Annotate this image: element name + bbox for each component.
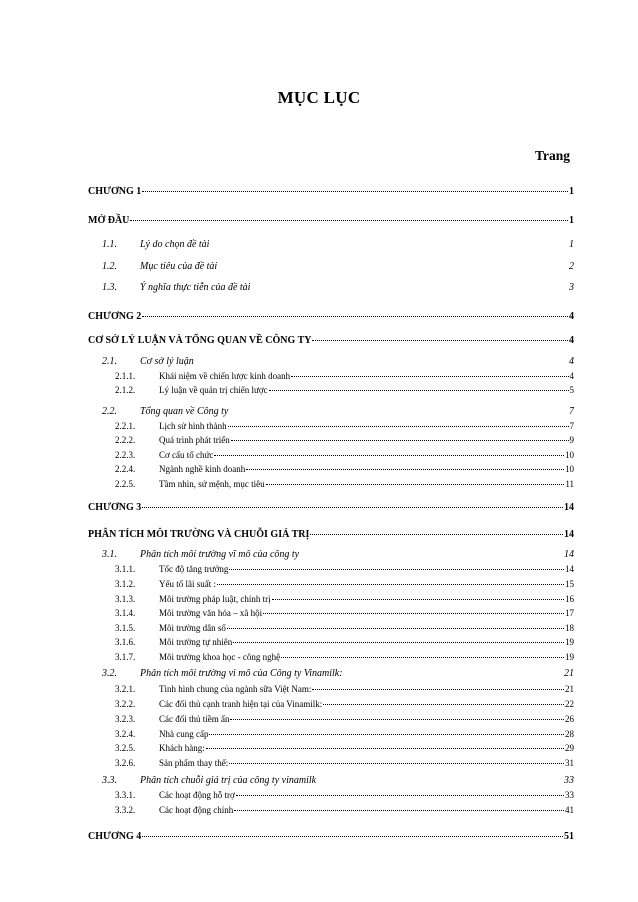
toc-entry-title: Lý do chọn đề tài	[140, 239, 210, 250]
toc-entry[interactable]	[102, 261, 574, 272]
toc-entry-title: Các đối thủ cạnh tranh hiện tại của Vinamilk:	[159, 699, 323, 709]
toc-entry-title: Phân tích chuỗi giá trị của công ty vinamilk	[140, 775, 317, 786]
toc-entry-title: Tình hình chung của ngành sữa Việt Nam:	[159, 684, 312, 694]
toc-entry-title: Môi trường pháp luật, chính trị	[159, 594, 271, 604]
dot-leader	[281, 657, 564, 658]
toc-entry-page: 31	[565, 758, 574, 768]
toc-entry-title: Môi trường văn hóa – xã hội	[159, 608, 263, 618]
toc-entry-page: 14	[564, 549, 574, 560]
toc-entry-page: 33	[564, 775, 574, 786]
toc-entry[interactable]	[88, 311, 574, 322]
toc-entry[interactable]	[115, 699, 574, 709]
toc-entry-number: 3.1.	[102, 549, 117, 560]
toc-entry[interactable]	[102, 775, 574, 786]
toc-entry-title: Môi trường dân số	[159, 623, 226, 633]
toc-entry-title: PHÂN TÍCH MÔI TRƯỜNG VÀ CHUỖI GIÁ TRỊ	[88, 529, 310, 540]
toc-entry-number: 2.2.3.	[115, 450, 136, 460]
toc-entry[interactable]	[102, 239, 574, 250]
dot-leader	[310, 534, 563, 535]
toc-entry-page: 4	[569, 311, 574, 322]
dot-leader	[272, 599, 564, 600]
toc-entry-page: 33	[565, 790, 574, 800]
toc-entry-number: 3.1.2.	[115, 579, 136, 589]
toc-entry-page: 28	[565, 729, 574, 739]
toc-entry-title: Tầm nhìn, sứ mệnh, mục tiêu	[159, 479, 265, 489]
dot-leader	[214, 455, 564, 456]
toc-entry-title: Tốc độ tăng trưởng	[159, 564, 229, 574]
toc-entry-page: 26	[565, 714, 574, 724]
toc-entry-number: 3.1.6.	[115, 637, 136, 647]
toc-entry-number: 2.2.4.	[115, 464, 136, 474]
toc-entry-title: CHƯƠNG 3	[88, 502, 142, 513]
toc-entry-title: CHƯƠNG 4	[88, 831, 142, 842]
toc-entry-number: 3.3.	[102, 775, 117, 786]
toc-entry-number: 1.2.	[102, 261, 117, 272]
toc-entry-page: 51	[564, 831, 574, 842]
toc-entry-page: 17	[565, 608, 574, 618]
toc-entry[interactable]	[115, 684, 574, 694]
toc-entry-page: 1	[569, 215, 574, 226]
dot-leader	[291, 376, 568, 377]
toc-entry-title: Phân tích môi trường vi mô của Công ty Vinamilk:	[140, 668, 343, 679]
toc-entry-title: Các đối thủ tiềm ẩn	[159, 714, 230, 724]
toc-entry-number: 1.3.	[102, 282, 117, 293]
toc-entry-title: Các hoạt động chính	[159, 805, 234, 815]
toc-entry-page: 1	[569, 186, 574, 197]
dot-leader	[217, 584, 564, 585]
dot-leader	[229, 569, 564, 570]
toc-entry[interactable]	[88, 502, 574, 513]
toc-entry-number: 3.1.4.	[115, 608, 136, 618]
toc-entry-number: 3.1.3.	[115, 594, 136, 604]
toc-entry-number: 2.2.2.	[115, 435, 136, 445]
toc-entry[interactable]	[115, 464, 574, 474]
toc-entry-page: 4	[569, 371, 574, 381]
toc-entry-title: Cơ sở lý luận	[140, 356, 194, 367]
toc-entry[interactable]	[115, 564, 574, 574]
toc-entry-title: Yếu tố lãi suất :	[159, 579, 216, 589]
toc-entry-page: 22	[565, 699, 574, 709]
toc-entry[interactable]	[115, 805, 574, 815]
dot-leader	[234, 810, 564, 811]
toc-entry-title: Khách hàng:	[159, 743, 205, 753]
toc-entry-page: 16	[565, 594, 574, 604]
toc-entry-number: 2.2.5.	[115, 479, 136, 489]
toc-entry-number: 3.2.5.	[115, 743, 136, 753]
toc-entry-title: Khái niệm về chiến lược kinh doanh	[159, 371, 291, 381]
toc-entry-number: 2.2.	[102, 406, 117, 417]
toc-entry-number: 2.2.1.	[115, 421, 136, 431]
toc-entry[interactable]	[115, 743, 574, 753]
toc-entry-page: 41	[565, 805, 574, 815]
toc-entry-page: 7	[569, 421, 574, 431]
toc-entry[interactable]	[88, 335, 574, 346]
toc-entry-title: Môi trường tự nhiên	[159, 637, 233, 647]
toc-entry-page: 21	[565, 684, 574, 694]
toc-entry-number: 3.2.1.	[115, 684, 136, 694]
toc-entry[interactable]	[102, 282, 574, 293]
toc-entry-title: MỞ ĐẦU	[88, 215, 130, 226]
toc-entry[interactable]	[115, 421, 574, 431]
toc-entry[interactable]	[88, 215, 574, 226]
toc-entry-page: 19	[565, 637, 574, 647]
toc-entry[interactable]	[115, 729, 574, 739]
toc-entry-title: Lý luận về quản trị chiến lược	[159, 385, 268, 395]
dot-leader	[209, 734, 564, 735]
toc-entry[interactable]	[115, 637, 574, 647]
toc-entry-page: 29	[565, 743, 574, 753]
dot-leader	[266, 484, 565, 485]
toc-entry-page: 14	[564, 529, 574, 540]
toc-entry-title: Cơ cấu tổ chức	[159, 450, 214, 460]
toc-entry[interactable]	[102, 668, 574, 679]
dot-leader	[142, 836, 563, 837]
toc-entry-title: Phân tích môi trường vĩ mô của công ty	[140, 549, 300, 560]
toc-entry-number: 3.2.	[102, 668, 117, 679]
toc-entry[interactable]	[115, 594, 574, 604]
toc-entry[interactable]	[115, 758, 574, 768]
page-column-header: Trang	[534, 148, 570, 163]
dot-leader	[312, 340, 568, 341]
toc-entry-page: 1	[569, 239, 574, 250]
toc-entry-title: CHƯƠNG 2	[88, 311, 142, 322]
page-title: MỤC LỤC	[277, 88, 361, 107]
toc-entry-title: Lịch sử hình thành	[159, 421, 227, 431]
toc-entry-number: 2.1.2.	[115, 385, 136, 395]
toc-entry[interactable]	[115, 652, 574, 662]
dot-leader	[263, 613, 564, 614]
toc-entry-page: 7	[569, 406, 574, 417]
dot-leader	[227, 628, 564, 629]
toc-entry-page: 19	[565, 652, 574, 662]
toc-entry-page: 3	[569, 282, 574, 293]
toc-entry-page: 4	[569, 335, 574, 346]
toc-entry-title: CƠ SỞ LÝ LUẬN VÀ TỔNG QUAN VỀ CÔNG TY	[88, 335, 312, 346]
toc-entry-page: 5	[569, 385, 574, 395]
dot-leader	[142, 191, 568, 192]
toc-entry[interactable]	[88, 831, 574, 842]
toc-entry-page: 9	[569, 435, 574, 445]
toc-entry-page: 4	[569, 356, 574, 367]
toc-entry-title: CHƯƠNG 1	[88, 186, 142, 197]
toc-entry-number: 3.3.1.	[115, 790, 136, 800]
dot-leader	[130, 220, 568, 221]
toc-entry-title: Mục tiêu của đề tài	[140, 261, 218, 272]
dot-leader	[230, 719, 564, 720]
toc-entry[interactable]	[88, 186, 574, 197]
toc-entry[interactable]	[102, 549, 574, 560]
toc-entry-number: 3.2.4.	[115, 729, 136, 739]
dot-leader	[206, 748, 564, 749]
toc-entry-title: Môi trường khoa học - công nghệ	[159, 652, 281, 662]
toc-entry-number: 3.2.2.	[115, 699, 136, 709]
toc-entry-title: Sản phẩm thay thế:	[159, 758, 229, 768]
toc-entry-number: 1.1.	[102, 239, 117, 250]
dot-leader	[269, 390, 569, 391]
toc-entry-number: 3.3.2.	[115, 805, 136, 815]
toc-entry[interactable]	[102, 406, 574, 417]
toc-entry-number: 2.1.	[102, 356, 117, 367]
toc-entry-number: 3.1.1.	[115, 564, 136, 574]
toc-entry[interactable]	[115, 385, 574, 395]
toc-entry-page: 15	[565, 579, 574, 589]
toc-entry-page: 21	[564, 668, 574, 679]
toc-entry-page: 10	[565, 450, 574, 460]
toc-entry-title: Các hoạt động hỗ trợ	[159, 790, 235, 800]
dot-leader	[323, 704, 564, 705]
dot-leader	[246, 469, 564, 470]
dot-leader	[231, 440, 569, 441]
toc-entry-number: 2.1.1.	[115, 371, 136, 381]
toc-entry-page: 11	[565, 479, 574, 489]
toc-entry-page: 14	[565, 564, 574, 574]
toc-entry[interactable]	[102, 356, 574, 367]
toc-entry-page: 10	[565, 464, 574, 474]
dot-leader	[236, 795, 564, 796]
toc-entry-page: 18	[565, 623, 574, 633]
toc-entry-number: 3.2.3.	[115, 714, 136, 724]
toc-entry-page: 14	[564, 502, 574, 513]
toc-entry[interactable]	[115, 579, 574, 589]
toc-entry[interactable]	[115, 790, 574, 800]
toc-entry-title: Tổng quan về Công ty	[140, 406, 229, 417]
toc-entry[interactable]	[115, 714, 574, 724]
toc-entry[interactable]	[115, 608, 574, 618]
toc-entry-number: 3.1.5.	[115, 623, 136, 633]
dot-leader	[312, 689, 564, 690]
toc-entry-title: Ngành nghề kinh doanh	[159, 464, 246, 474]
toc-entry-title: Quá trình phát triển	[159, 435, 230, 445]
dot-leader	[229, 763, 564, 764]
toc-entry-title: Ý nghĩa thực tiễn của đề tài	[140, 282, 251, 293]
toc-entry[interactable]	[88, 529, 574, 540]
toc-entry-page: 2	[569, 261, 574, 272]
toc-entry-number: 3.2.6.	[115, 758, 136, 768]
dot-leader	[228, 426, 569, 427]
dot-leader	[233, 642, 564, 643]
toc-entry[interactable]	[115, 371, 574, 381]
dot-leader	[142, 316, 568, 317]
toc-entry[interactable]	[115, 623, 574, 633]
dot-leader	[142, 507, 563, 508]
toc-entry-number: 3.1.7.	[115, 652, 136, 662]
toc-entry[interactable]	[115, 435, 574, 445]
toc-entry-title: Nhà cung cấp	[159, 729, 209, 739]
toc-entry[interactable]	[115, 479, 574, 489]
toc-entry[interactable]	[115, 450, 574, 460]
